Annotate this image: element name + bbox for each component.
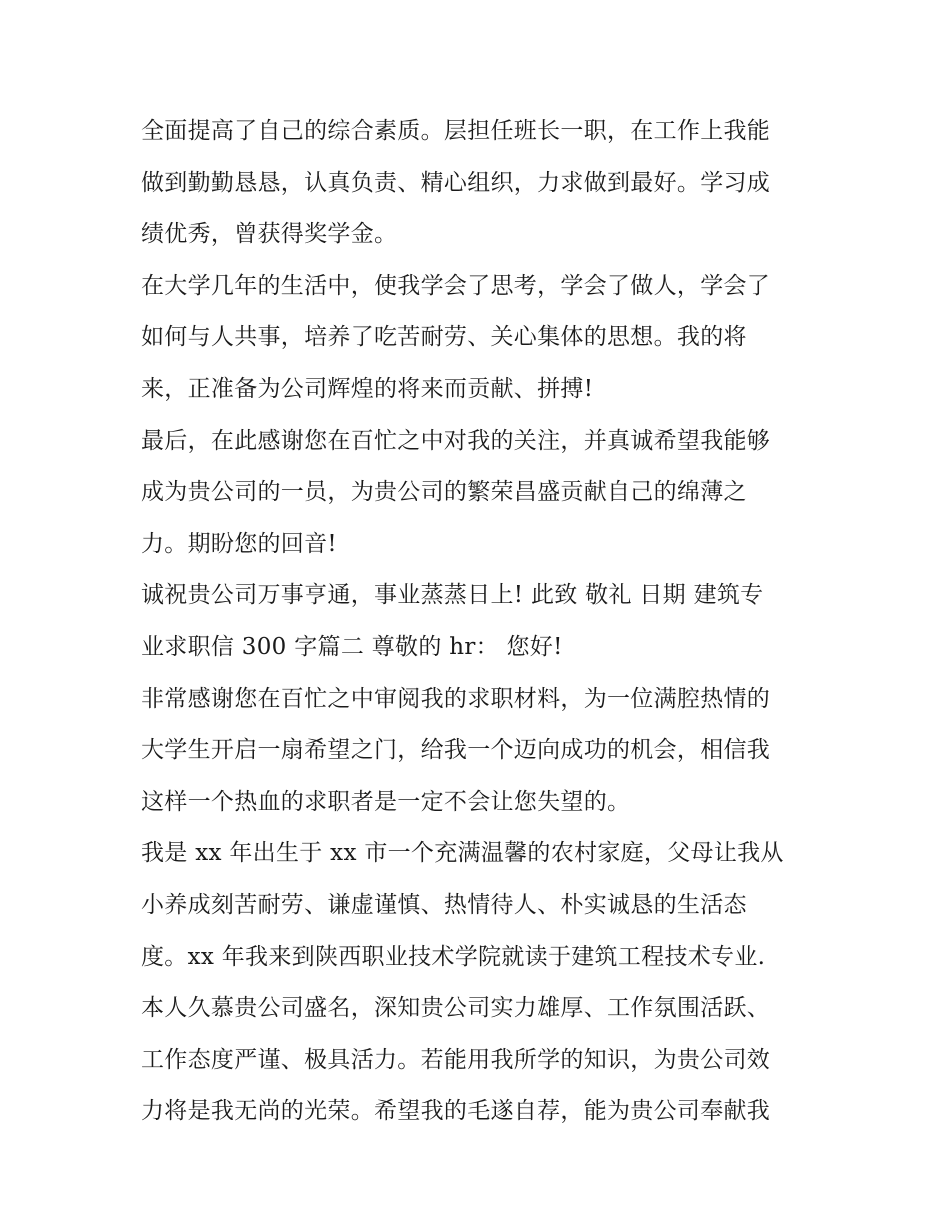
text-line: 最后，在此感谢您在百忙之中对我的关注，并真诚希望我能够 <box>141 427 771 454</box>
text-line: 力将是我无尚的光荣。希望我的毛遂自荐，能为贵公司奉献我 <box>141 1098 771 1125</box>
text-line: 业求职信 300 字篇二 尊敬的 hr： 您好! <box>141 633 563 660</box>
document-body <box>141 106 821 1138</box>
text-line: 工作态度严谨、极具活力。若能用我所学的知识，为贵公司效 <box>141 1046 771 1073</box>
text-line: 来，正准备为公司辉煌的将来而贡献、拼搏! <box>141 375 594 402</box>
text-line: 做到勤勤恳恳，认真负责、精心组织，力求做到最好。学习成 <box>141 169 771 196</box>
text-line: 本人久慕贵公司盛名，深知贵公司实力雄厚、工作氛围活跃、 <box>141 995 771 1022</box>
text-line: 力。期盼您的回音! <box>141 530 337 557</box>
text-line: 如何与人共事，培养了吃苦耐劳、关心集体的思想。我的将 <box>141 324 747 351</box>
text-line: 绩优秀，曾获得奖学金。 <box>141 221 398 248</box>
text-line: 在大学几年的生活中，使我学会了思考，学会了做人，学会了 <box>141 272 771 299</box>
text-line: 成为贵公司的一员，为贵公司的繁荣昌盛贡献自己的绵薄之 <box>141 479 747 506</box>
text-line: 这样一个热血的求职者是一定不会让您失望的。 <box>141 788 631 815</box>
text-line: 大学生开启一扇希望之门，给我一个迈向成功的机会，相信我 <box>141 737 771 764</box>
text-line: 小养成刻苦耐劳、谦虚谨慎、热情待人、朴实诚恳的生活态 <box>141 891 747 918</box>
text-line: 非常感谢您在百忙之中审阅我的求职材料，为一位满腔热情的 <box>141 685 771 712</box>
text-line: 度。xx 年我来到陕西职业技术学院就读于建筑工程技术专业. <box>141 943 766 970</box>
text-line: 诚祝贵公司万事亨通，事业蒸蒸日上! 此致 敬礼 日期 建筑专 <box>141 582 764 609</box>
text-line: 全面提高了自己的综合素质。层担任班长一职，在工作上我能 <box>141 118 771 144</box>
text-line: 我是 xx 年出生于 xx 市一个充满温馨的农村家庭，父母让我从 <box>141 840 784 867</box>
